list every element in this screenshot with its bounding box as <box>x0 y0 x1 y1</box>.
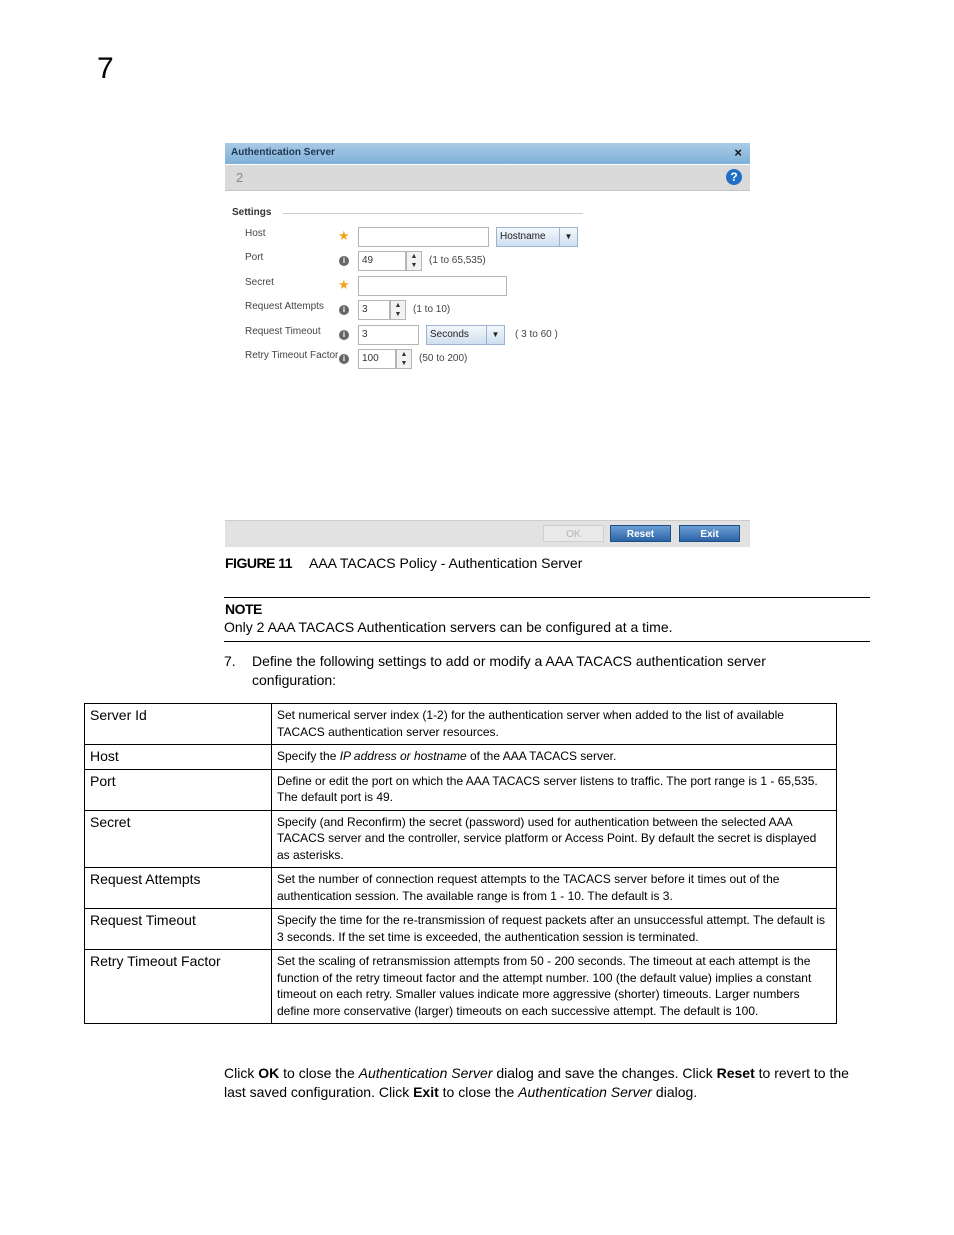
settings-divider <box>283 213 583 214</box>
note-bottom-rule <box>224 641 870 642</box>
desc-text: Specify the <box>277 749 340 763</box>
help-icon[interactable]: ? <box>726 169 742 185</box>
figure-title: AAA TACACS Policy - Authentication Server <box>309 555 583 571</box>
required-star-icon: ★ <box>338 277 350 292</box>
request-timeout-row <box>225 325 750 347</box>
table-row <box>85 745 837 770</box>
request-timeout-input[interactable]: 3 <box>358 325 419 345</box>
dialog-titlebar <box>225 143 750 164</box>
request-timeout-range-hint: ( 3 to 60 ) <box>515 329 558 340</box>
table-cell-name: Secret <box>85 810 272 868</box>
host-type-value: Hostname <box>500 231 546 242</box>
exit-button[interactable]: Exit <box>679 525 740 542</box>
closing-paragraph <box>224 1064 864 1102</box>
request-attempts-row <box>225 300 750 322</box>
table-cell-name: Port <box>85 769 272 810</box>
retry-timeout-factor-range-hint: (50 to 200) <box>419 353 468 364</box>
request-attempts-input[interactable]: 3 <box>358 300 390 320</box>
table-cell-name: Request Attempts <box>85 868 272 909</box>
host-label: Host <box>245 228 266 239</box>
closing-exit-ref: Exit <box>413 1084 439 1100</box>
table-cell-name: Request Timeout <box>85 909 272 950</box>
info-icon: i <box>339 330 349 340</box>
closing-dialog-ref: Authentication Server <box>358 1065 493 1081</box>
desc-emphasis: IP address or hostname <box>339 749 467 763</box>
closing-ok-ref: OK <box>258 1065 280 1081</box>
figure-label: FIGURE 11 <box>225 555 293 571</box>
close-icon[interactable]: × <box>734 145 742 160</box>
port-input[interactable]: 49 <box>358 251 406 271</box>
chevron-down-icon: ▼ <box>486 326 504 344</box>
server-id-bar <box>225 165 750 191</box>
table-cell-desc <box>272 745 837 770</box>
closing-text: Click <box>224 1065 259 1081</box>
note-text: Only 2 AAA TACACS Authentication servers can be configured at a time. <box>224 619 673 635</box>
table-row <box>85 810 837 868</box>
note-label: NOTE <box>225 601 262 617</box>
info-icon: i <box>339 305 349 315</box>
table-row <box>85 704 837 745</box>
request-attempts-label: Request Attempts <box>245 301 324 312</box>
table-row <box>85 868 837 909</box>
step-text: Define the following settings to add or modify a AAA TACACS authentication server configuration: <box>252 653 766 688</box>
request-timeout-unit-select[interactable] <box>426 325 505 345</box>
closing-text: dialog and save the changes. Click <box>492 1065 717 1081</box>
request-attempts-stepper[interactable]: ▲ ▼ <box>390 300 406 320</box>
port-stepper[interactable]: ▲ ▼ <box>406 251 422 271</box>
host-type-select[interactable] <box>496 227 578 247</box>
retry-timeout-factor-label: Retry Timeout Factor <box>245 350 339 361</box>
request-attempts-range-hint: (1 to 10) <box>413 304 451 315</box>
authentication-server-dialog <box>225 143 750 546</box>
table-cell-desc: Define or edit the port on which the AAA TACACS server listens to traffic. The port range is 1 - 65,535. The default port is 49. <box>272 769 837 810</box>
secret-label: Secret <box>245 277 274 288</box>
table-row <box>85 909 837 950</box>
port-label: Port <box>245 252 264 263</box>
table-cell-desc: Set the number of connection request attempts to the TACACS server before it times out of the authentication session. The available range is from 1 - 10. The default is 3. <box>272 868 837 909</box>
closing-text: dialog. <box>652 1084 698 1100</box>
request-timeout-label: Request Timeout <box>245 326 321 337</box>
table-row <box>85 769 837 810</box>
info-icon: i <box>339 256 349 266</box>
info-icon: i <box>339 354 349 364</box>
table-cell-desc: Set the scaling of retransmission attempts from 50 - 200 seconds. The timeout at each attempt is the function of the retry timeout factor and the attempt number. 100 (the default value) implies a constant timeout on each retry. Smaller values indicate more aggressive (shorter) timeouts. Larger numbers define more conservative (larger) timeouts on each successive attempt. The default is 100. <box>272 950 837 1024</box>
closing-reset-ref: Reset <box>716 1065 755 1081</box>
retry-timeout-factor-input[interactable]: 100 <box>358 349 396 369</box>
note-top-rule <box>224 597 870 598</box>
table-cell-desc: Set numerical server index (1-2) for the authentication server when added to the list of available TACACS authentication server resources. <box>272 704 837 745</box>
table-cell-name: Host <box>85 745 272 770</box>
required-star-icon: ★ <box>338 228 350 243</box>
host-input[interactable] <box>358 227 489 247</box>
chevron-down-icon: ▼ <box>559 228 577 246</box>
settings-section-label: Settings <box>232 207 272 218</box>
table-cell-name: Retry Timeout Factor <box>85 950 272 1024</box>
closing-text: to close the <box>279 1065 359 1081</box>
dialog-footer <box>225 520 750 547</box>
table-cell-desc: Specify the time for the re-transmission of request packets after an unsuccessful attempt. The default is 3 seconds. If the set time is exceeded, the authentication session is terminated. <box>272 909 837 950</box>
figure-caption <box>225 555 583 571</box>
chapter-number: 7 <box>97 52 114 85</box>
settings-table <box>84 703 837 1024</box>
port-range-hint: (1 to 65,535) <box>429 255 486 266</box>
request-timeout-unit-value: Seconds <box>430 329 469 340</box>
port-row <box>225 251 750 273</box>
reset-button[interactable]: Reset <box>610 525 671 542</box>
closing-text: to close the <box>438 1084 519 1100</box>
dialog-title: Authentication Server <box>231 147 335 158</box>
secret-input[interactable] <box>358 276 507 296</box>
table-row <box>85 950 837 1024</box>
closing-dialog-ref: Authentication Server <box>518 1084 653 1100</box>
closing-text: to revert to the last saved configuration. Click <box>224 1065 849 1100</box>
host-row <box>225 227 750 249</box>
retry-timeout-factor-row <box>225 349 750 371</box>
desc-text: of the AAA TACACS server. <box>466 749 617 763</box>
server-id-value: 2 <box>236 170 244 185</box>
secret-row <box>225 276 750 298</box>
table-cell-name: Server Id <box>85 704 272 745</box>
retry-timeout-factor-stepper[interactable]: ▲ ▼ <box>396 349 412 369</box>
table-cell-desc: Specify (and Reconfirm) the secret (password) used for authentication between the selected AAA TACACS server and the controller, service platform or Access Point. By default the secret is displayed as asterisks. <box>272 810 837 868</box>
ok-button[interactable]: OK <box>543 525 604 542</box>
step-number: 7. <box>224 653 236 669</box>
